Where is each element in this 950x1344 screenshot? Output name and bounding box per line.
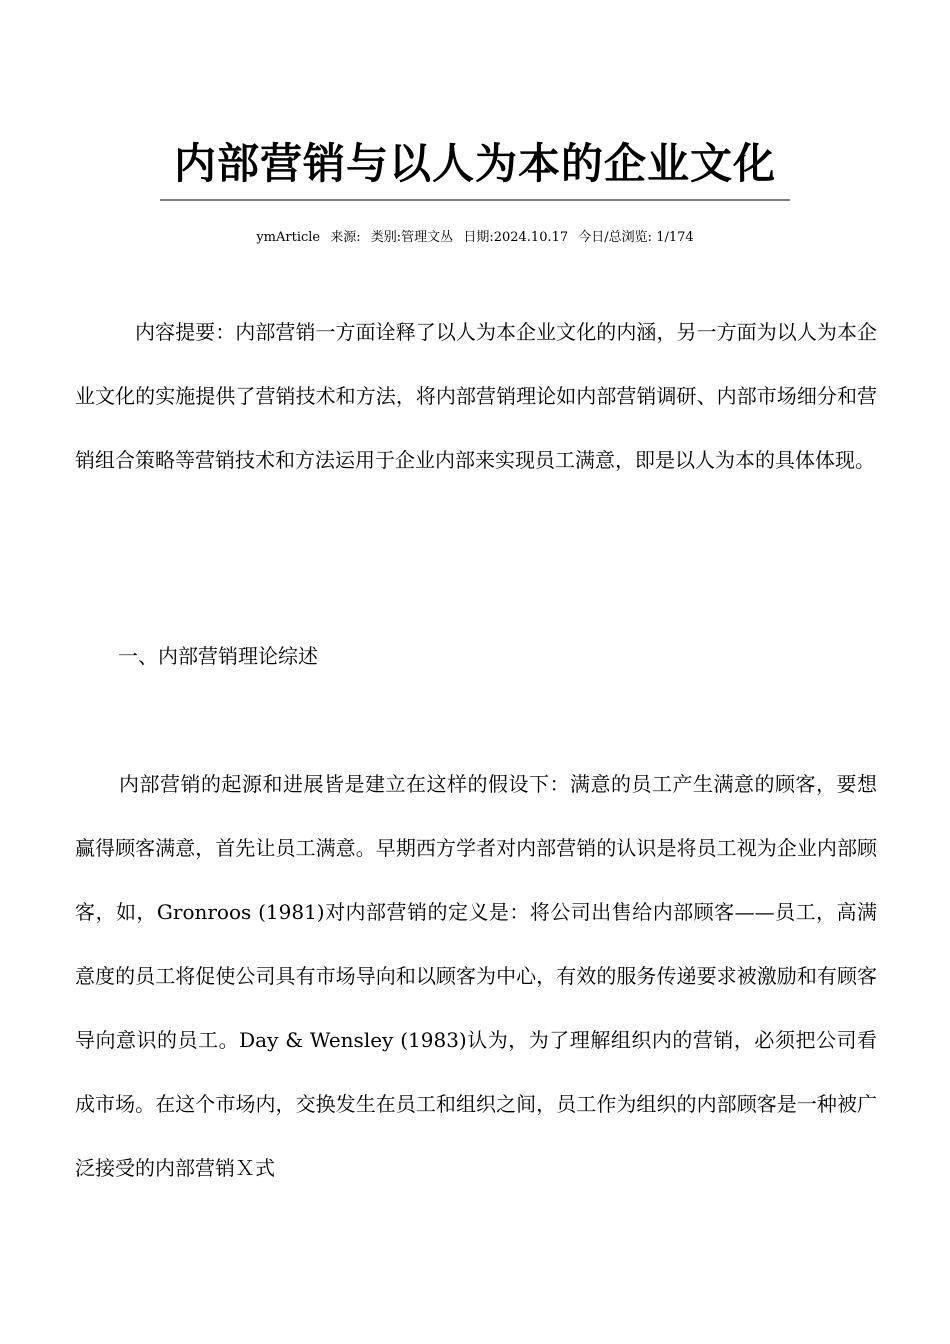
article-meta — [0, 228, 950, 248]
abstract-paragraph: 内容提要：内部营销一方面诠释了以人为本企业文化的内涵，另一方面为以人为本企业文化的实施提供了营销技术和方法，将内部营销理论如内部营销调研、内部市场细分和营销组合策略等营销技术和方法运用于企业内部来实现员工满意，即是以人为本的具体体现。 — [75, 320, 877, 472]
title-divider — [160, 199, 790, 201]
meta-source: 来源: — [330, 230, 361, 245]
meta-category: 类别:管理文丛 — [370, 230, 454, 245]
meta-date: 日期:2024.10.17 — [463, 230, 569, 245]
meta-views: 今日/总浏览: 1/174 — [578, 230, 694, 245]
section-heading: 一、内部营销理论综述 — [118, 644, 318, 668]
body-paragraph: 内部营销的起源和进展皆是建立在这样的假设下：满意的员工产生满意的顾客，要想赢得顾客满意，首先让员工满意。早期西方学者对内部营销的认识是将员工视为企业内部顾客，如，Gronroos (1981)对内部营销的定义是：将公司出售给内部顾客——员工，高满意度的员工将促使公司具有市场导向和以顾客为中心，有效的服务传递要求被激励和有顾客导向意识的员工。Day & Wensley (1983)认为，为了理解组织内的营销，必须把公司看成市场。在这个市场内，交换发生在员工和组织之间，员工作为组织的内部顾客是一种被广泛接受的内部营销Ｘ式 — [75, 772, 877, 1180]
meta-author: ymArticle — [256, 230, 321, 245]
page-title: 内部营销与以人为本的企业文化 — [173, 139, 776, 188]
